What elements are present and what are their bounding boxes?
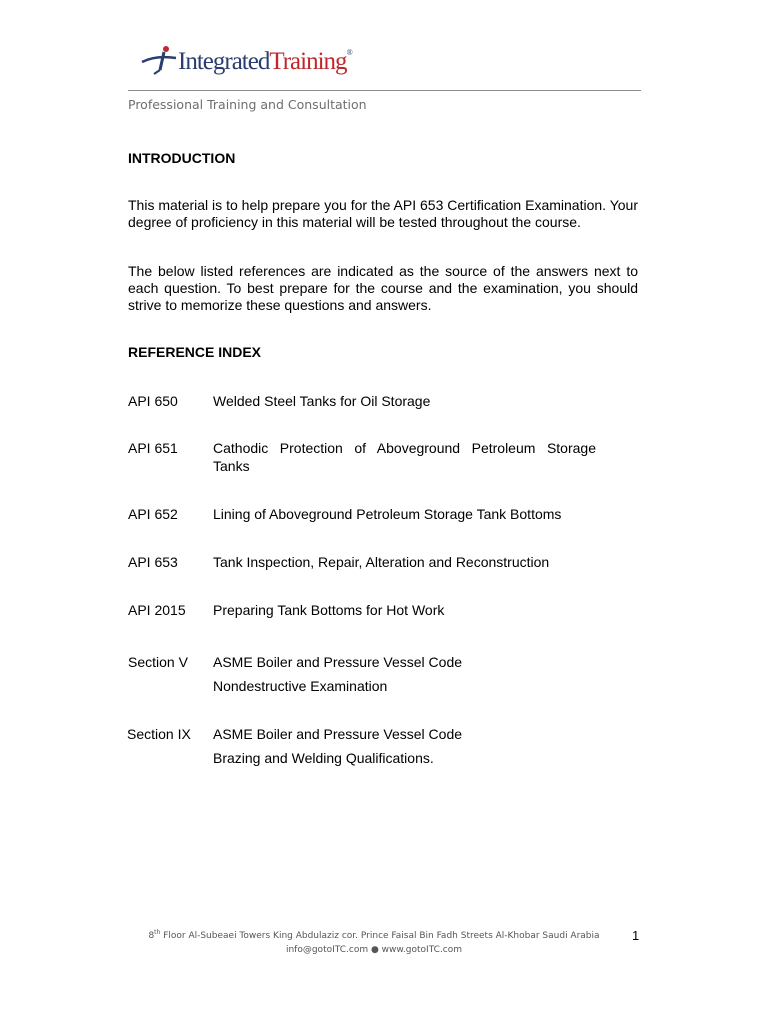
footer-contact: info@gotoITC.com ● www.gotoITC.com bbox=[285, 945, 463, 955]
reference-title: Lining of Aboveground Petroleum Storage Tank Bottoms bbox=[213, 506, 562, 522]
reference-code: API 2015 bbox=[128, 602, 186, 618]
footer-floor-number: 8 bbox=[148, 931, 155, 941]
reference-title: Welded Steel Tanks for Oil Storage bbox=[213, 393, 431, 409]
footer-floor-suffix: th bbox=[154, 929, 161, 936]
reference-title: Tank Inspection, Repair, Alteration and Reconstruction bbox=[213, 554, 550, 570]
reference-subtitle: Nondestructive Examination bbox=[213, 678, 388, 694]
reference-subtitle: Brazing and Welding Qualifications. bbox=[213, 750, 434, 766]
tagline: Professional Training and Consultation bbox=[128, 97, 367, 112]
reference-code: Section V bbox=[128, 654, 188, 670]
reference-description bbox=[213, 439, 596, 475]
reference-description bbox=[213, 392, 596, 410]
reference-code: Section IX bbox=[127, 726, 191, 742]
figure-logo-icon bbox=[140, 40, 180, 76]
reference-code: API 653 bbox=[128, 554, 178, 570]
header-divider bbox=[128, 90, 641, 91]
logo-registered-mark: ® bbox=[346, 48, 352, 57]
company-logo bbox=[140, 40, 352, 80]
reference-description bbox=[213, 553, 596, 571]
intro-paragraph-1: This material is to help prepare you for the API 653 Certification Examination. Your degree of proficiency in this material will be tested throughout the course. bbox=[128, 197, 638, 230]
reference-title: ASME Boiler and Pressure Vessel Code bbox=[213, 726, 463, 742]
introduction-heading: INTRODUCTION bbox=[128, 150, 236, 166]
intro-paragraph-2: The below listed references are indicated as the source of the answers next to each question. To best prepare for the course and the examination, you should strive to memorize these questions and answers. bbox=[128, 263, 638, 313]
reference-code: API 652 bbox=[128, 506, 178, 522]
logo-wordmark bbox=[178, 48, 352, 76]
logo-word-training: Training bbox=[269, 48, 347, 75]
reference-description bbox=[213, 601, 596, 619]
reference-title: Preparing Tank Bottoms for Hot Work bbox=[213, 602, 445, 618]
reference-description bbox=[213, 650, 596, 698]
reference-title: Cathodic Protection of Aboveground Petroleum Storage Tanks bbox=[213, 440, 596, 474]
reference-index-heading: REFERENCE INDEX bbox=[128, 344, 262, 360]
reference-description bbox=[213, 505, 596, 523]
reference-description bbox=[213, 722, 596, 770]
footer-address-text: Floor Al-Subeaei Towers King Abdulaziz cor. Prince Faisal Bin Fadh Streets Al-Khobar Saudi Arabia bbox=[160, 931, 600, 941]
reference-code: API 650 bbox=[128, 393, 178, 409]
reference-code: API 651 bbox=[128, 440, 178, 456]
logo-word-integrated: Integrated bbox=[178, 48, 270, 75]
reference-title: ASME Boiler and Pressure Vessel Code bbox=[213, 654, 463, 670]
page-number: 1 bbox=[632, 928, 640, 943]
